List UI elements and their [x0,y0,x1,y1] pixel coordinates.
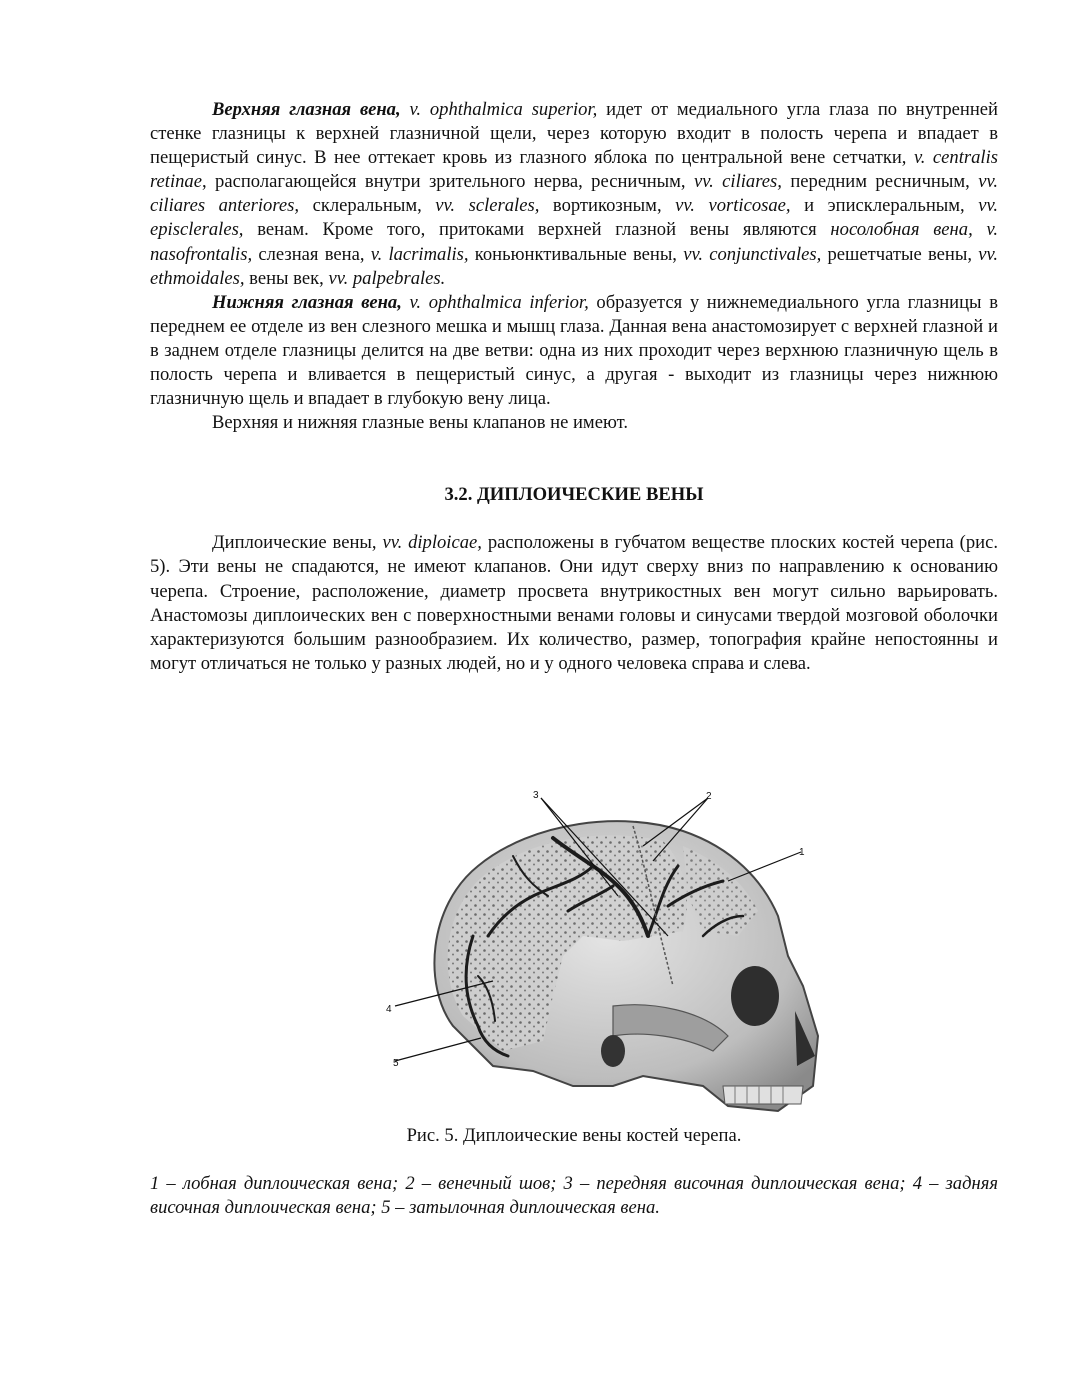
figure-legend [150,1172,998,1220]
section-heading: 3.2. ДИПЛОИЧЕСКИЕ ВЕНЫ [444,484,704,506]
paragraph-diploic-veins: Диплоические вены, vv. diploicae, расположены в губчатом веществе плоских костей черепа (рис. 5). Эти вены не спадаются, не имеют клапанов. Они идут сверху вниз по направлению к основанию черепа. Строение, расположение, диаметр просвета внутрикостных вен могут сильно варьировать. Анастомозы диплоических вен с поверхностными венами головы и синусами твердой мозговой оболочки характеризуются большим разнообразием. Их количество, размер, топография крайне непостоянны и могут отличаться не только у разных людей, но и у одного человека справа и слева. [150,532,999,674]
figure-label-4: 4 [386,1004,392,1015]
figure-caption: Рис. 5. Диплоические вены костей черепа. [406,1125,742,1146]
figure-label-1: 1 [799,847,805,858]
paragraph-valves-note: Верхняя и нижняя глазные вены клапанов не имеют. [212,412,628,434]
figure-label-5: 5 [393,1058,399,1069]
figure-label-3: 3 [533,790,539,801]
page-body [150,98,998,676]
skull-diploic-veins-illustration [383,786,833,1118]
paragraph-superior-ophthalmic-vein: Верхняя глазная вена, v. ophthalmica superior, идет от медиального угла глаза по внутренней стенке глазницы к верхней глазничной щели, через которую входит в полость черепа и впадает в пещеристый синус. В нее оттекает кровь из глазного яблока по центральной вене сетчатки, v. centralis retinae, располагающейся внутри зрительного нерва, ресничным, vv. ciliares, передним ресничным, vv. ciliares anteriores, склеральным, vv. sclerales, вортикозным, vv. vorticosae, и эписклеральным, vv. episclerales, венам. Кроме того, притоками верхней глазной вены являются носолобная вена, v. nasofrontalis, слезная вена, v. lacrimalis, коньюнктивальные вены, vv. conjunctivales, решетчатые вены, vv. ethmoidales, вены век, vv. palpebrales. [150,99,999,289]
figure-label-2: 2 [706,791,712,802]
paragraph-inferior-ophthalmic-vein: Нижняя глазная вена, v. ophthalmica inferior, образуется у нижнемедиального угла глазницы в переднем ее отделе из вен слезного мешка и мышц глаза. Данная вена анастомозирует с верхней глазной и в заднем отделе глазницы делится на две ветви: одна из них проходит через верхнюю глазничную щель в полость черепа и вливается в пещеристый синус, а другая - выходит из глазницы через нижнюю глазничную щель и впадает в глубокую вену лица. [150,291,998,410]
figure-legend-text: 1 – лобная диплоическая вена; 2 – венечный шов; 3 – передняя височная диплоическая вена; 4 – задняя височная диплоическая вена; 5 – затылочная диплоическая вена. [150,1173,998,1219]
